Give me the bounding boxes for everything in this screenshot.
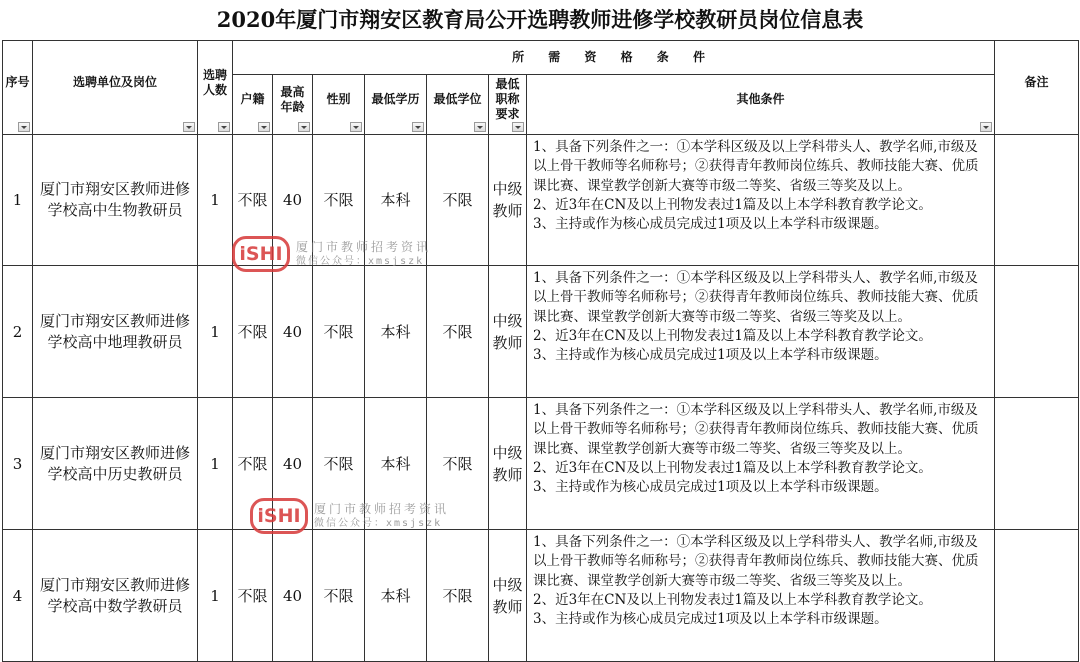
cell-remark (995, 135, 1079, 266)
condition-1: 1、具备下列条件之一：①本学科区级及以上学科带头人、教学名师,市级及以上骨干教师等名师称号；②获得青年教师岗位练兵、教师技能大赛、优质课比赛、课堂教学创新大赛等市级二等奖、省级三等奖及以上。 (533, 270, 979, 325)
filter-dropdown-icon[interactable] (350, 122, 362, 132)
cell-unit: 厦门市翔安区教师进修学校高中历史教研员 (33, 398, 198, 530)
cell-other-conditions (527, 135, 995, 266)
filter-dropdown-icon[interactable] (258, 122, 270, 132)
cell-hukou: 不限 (233, 266, 273, 398)
header-count: 选聘人数 (198, 41, 233, 135)
header-gender: 性别 (313, 75, 365, 135)
cell-hukou: 不限 (233, 398, 273, 530)
cell-other-conditions (527, 398, 995, 530)
cell-remark (995, 266, 1079, 398)
filter-dropdown-icon[interactable] (298, 122, 310, 132)
filter-dropdown-icon[interactable] (183, 122, 195, 132)
cell-count: 1 (198, 135, 233, 266)
cell-count: 1 (198, 530, 233, 662)
watermark-line1: 厦门市教师招考资讯 (296, 240, 432, 254)
header-qualifications: 所 需 资 格 条 件 (233, 41, 995, 75)
condition-1: 1、具备下列条件之一：①本学科区级及以上学科带头人、教学名师,市级及以上骨干教师等名师称号；②获得青年教师岗位练兵、教师技能大赛、优质课比赛、课堂教学创新大赛等市级二等奖、省级三等奖及以上。 (533, 402, 979, 457)
cell-seq: 1 (3, 135, 33, 266)
cell-age: 40 (273, 135, 313, 266)
header-other: 其他条件 (527, 75, 995, 135)
condition-2: 2、近3年在CN及以上刊物发表过1篇及以上本学科教育教学论文。 (533, 591, 932, 608)
filter-dropdown-icon[interactable] (18, 122, 30, 132)
header-age: 最高年龄 (273, 75, 313, 135)
cell-unit: 厦门市翔安区教师进修学校高中地理教研员 (33, 266, 198, 398)
cell-gender: 不限 (313, 398, 365, 530)
cell-title: 中级教师 (489, 398, 527, 530)
watermark-line2: 微信公众号：xmsjszk (296, 256, 425, 267)
cell-seq: 2 (3, 266, 33, 398)
watermark-line2: 微信公众号：xmsjszk (314, 518, 443, 529)
cell-degree: 不限 (427, 135, 489, 266)
cell-age: 40 (273, 530, 313, 662)
filter-dropdown-icon[interactable] (412, 122, 424, 132)
condition-1: 1、具备下列条件之一：①本学科区级及以上学科带头人、教学名师,市级及以上骨干教师等名师称号；②获得青年教师岗位练兵、教师技能大赛、优质课比赛、课堂教学创新大赛等市级二等奖、省级三等奖及以上。 (533, 139, 979, 194)
cell-remark (995, 530, 1079, 662)
cell-gender: 不限 (313, 135, 365, 266)
header-edu: 最低学历 (365, 75, 427, 135)
cell-edu: 本科 (365, 135, 427, 266)
header-title: 最低职称要求 (489, 75, 527, 135)
header-remark: 备注 (995, 41, 1079, 135)
condition-2: 2、近3年在CN及以上刊物发表过1篇及以上本学科教育教学论文。 (533, 196, 932, 213)
condition-1: 1、具备下列条件之一：①本学科区级及以上学科带头人、教学名师,市级及以上骨干教师等名师称号；②获得青年教师岗位练兵、教师技能大赛、优质课比赛、课堂教学创新大赛等市级二等奖、省级三等奖及以上。 (533, 534, 979, 589)
header-seq: 序号 (3, 41, 33, 135)
header-unit: 选聘单位及岗位 (33, 41, 198, 135)
table-row (3, 135, 1079, 266)
cell-unit: 厦门市翔安区教师进修学校高中数学教研员 (33, 530, 198, 662)
cell-degree: 不限 (427, 530, 489, 662)
header-hukou: 户籍 (233, 75, 273, 135)
cell-seq: 4 (3, 530, 33, 662)
header-degree: 最低学位 (427, 75, 489, 135)
cell-edu: 本科 (365, 530, 427, 662)
condition-2: 2、近3年在CN及以上刊物发表过1篇及以上本学科教育教学论文。 (533, 459, 932, 476)
table-row (3, 398, 1079, 530)
cell-degree: 不限 (427, 398, 489, 530)
cell-hukou: 不限 (233, 530, 273, 662)
condition-2: 2、近3年在CN及以上刊物发表过1篇及以上本学科教育教学论文。 (533, 327, 932, 344)
cell-gender: 不限 (313, 530, 365, 662)
filter-dropdown-icon[interactable] (980, 122, 992, 132)
cell-unit: 厦门市翔安区教师进修学校高中生物教研员 (33, 135, 198, 266)
position-info-table (2, 40, 1079, 662)
cell-title: 中级教师 (489, 530, 527, 662)
watermark-line1: 厦门市教师招考资讯 (314, 502, 450, 516)
cell-count: 1 (198, 398, 233, 530)
condition-3: 3、主持或作为核心成员完成过1项及以上本学科市级课题。 (533, 611, 888, 628)
table-row (3, 530, 1079, 662)
cell-seq: 3 (3, 398, 33, 530)
cell-gender: 不限 (313, 266, 365, 398)
cell-title: 中级教师 (489, 266, 527, 398)
cell-edu: 本科 (365, 398, 427, 530)
cell-count: 1 (198, 266, 233, 398)
cell-age: 40 (273, 398, 313, 530)
condition-3: 3、主持或作为核心成员完成过1项及以上本学科市级课题。 (533, 347, 888, 364)
cell-title: 中级教师 (489, 135, 527, 266)
condition-3: 3、主持或作为核心成员完成过1项及以上本学科市级课题。 (533, 216, 888, 233)
filter-dropdown-icon[interactable] (474, 122, 486, 132)
filter-dropdown-icon[interactable] (512, 122, 524, 132)
condition-3: 3、主持或作为核心成员完成过1项及以上本学科市级课题。 (533, 479, 888, 496)
table-row (3, 266, 1079, 398)
ishi-logo-icon: iSHI (250, 498, 308, 534)
cell-age: 40 (273, 266, 313, 398)
cell-other-conditions (527, 530, 995, 662)
cell-degree: 不限 (427, 266, 489, 398)
filter-dropdown-icon[interactable] (218, 122, 230, 132)
cell-other-conditions (527, 266, 995, 398)
cell-hukou: 不限 (233, 135, 273, 266)
page-title: 2020年厦门市翔安区教育局公开选聘教师进修学校教研员岗位信息表 (216, 7, 864, 32)
cell-remark (995, 398, 1079, 530)
ishi-logo-icon: iSHI (232, 236, 290, 272)
cell-edu: 本科 (365, 266, 427, 398)
